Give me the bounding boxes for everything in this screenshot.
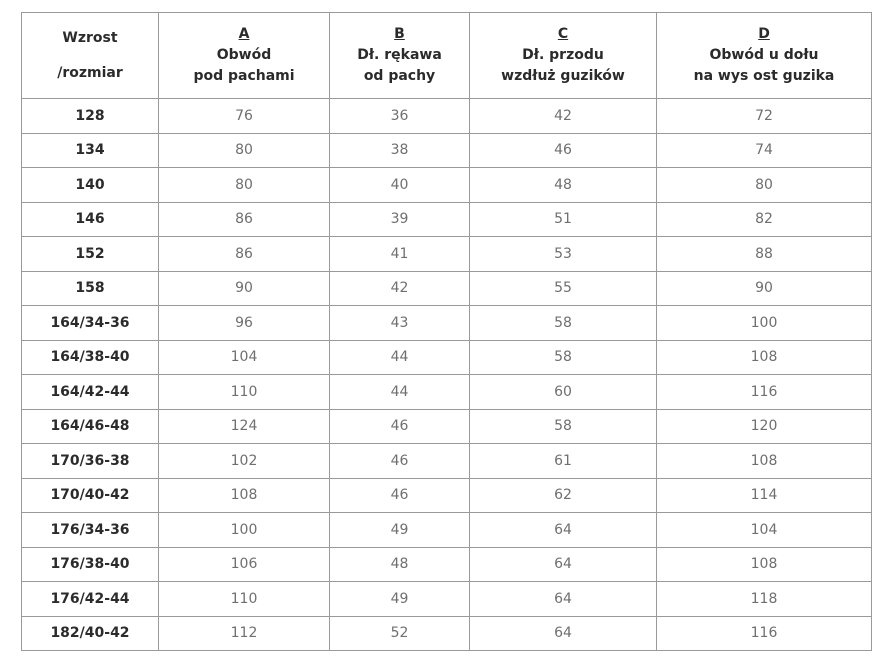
header-b-line2: od pachy xyxy=(363,68,436,84)
header-a-letter: A xyxy=(238,26,250,42)
value-b-cell: 40 xyxy=(330,168,470,203)
table-row xyxy=(22,444,872,479)
value-b-cell: 38 xyxy=(330,133,470,168)
table-row xyxy=(22,513,872,548)
size-cell: 140 xyxy=(22,168,159,203)
value-b-cell: 48 xyxy=(330,547,470,582)
header-size xyxy=(22,13,159,99)
header-d xyxy=(657,13,872,99)
value-d-cell: 104 xyxy=(657,513,872,548)
value-d-cell: 108 xyxy=(657,444,872,479)
header-d-line1: Obwód u dołu xyxy=(709,47,819,63)
size-chart xyxy=(21,12,872,651)
size-cell: 170/36-38 xyxy=(22,444,159,479)
header-b-line1: Dł. rękawa xyxy=(357,47,442,63)
table-row xyxy=(22,306,872,341)
value-d-cell: 100 xyxy=(657,306,872,341)
value-a-cell: 80 xyxy=(159,133,330,168)
value-c-cell: 60 xyxy=(470,375,657,410)
size-cell: 134 xyxy=(22,133,159,168)
value-d-cell: 114 xyxy=(657,478,872,513)
value-b-cell: 46 xyxy=(330,478,470,513)
size-cell: 152 xyxy=(22,237,159,272)
value-a-cell: 76 xyxy=(159,99,330,134)
value-d-cell: 88 xyxy=(657,237,872,272)
header-c-letter: C xyxy=(557,26,569,42)
value-c-cell: 64 xyxy=(470,616,657,651)
header-d-letter: D xyxy=(758,26,770,42)
header-a-line2: pod pachami xyxy=(193,68,295,84)
table-row xyxy=(22,616,872,651)
value-d-cell: 74 xyxy=(657,133,872,168)
size-cell: 170/40-42 xyxy=(22,478,159,513)
value-d-cell: 116 xyxy=(657,375,872,410)
header-size-line2: /rozmiar xyxy=(57,64,123,81)
value-a-cell: 90 xyxy=(159,271,330,306)
value-b-cell: 36 xyxy=(330,99,470,134)
value-c-cell: 55 xyxy=(470,271,657,306)
value-d-cell: 120 xyxy=(657,409,872,444)
value-d-cell: 118 xyxy=(657,582,872,617)
size-cell: 176/34-36 xyxy=(22,513,159,548)
value-a-cell: 110 xyxy=(159,582,330,617)
table-row xyxy=(22,375,872,410)
value-c-cell: 58 xyxy=(470,340,657,375)
value-a-cell: 108 xyxy=(159,478,330,513)
value-a-cell: 112 xyxy=(159,616,330,651)
header-a-line1: Obwód xyxy=(216,47,272,63)
header-d-line2: na wys ost guzika xyxy=(693,68,835,84)
value-b-cell: 49 xyxy=(330,513,470,548)
value-c-cell: 62 xyxy=(470,478,657,513)
value-d-cell: 80 xyxy=(657,168,872,203)
table-row xyxy=(22,478,872,513)
table-row xyxy=(22,271,872,306)
value-c-cell: 42 xyxy=(470,99,657,134)
size-cell: 164/34-36 xyxy=(22,306,159,341)
table-row xyxy=(22,237,872,272)
value-c-cell: 64 xyxy=(470,513,657,548)
value-b-cell: 44 xyxy=(330,340,470,375)
value-a-cell: 86 xyxy=(159,237,330,272)
value-b-cell: 52 xyxy=(330,616,470,651)
header-row xyxy=(22,13,872,99)
value-a-cell: 110 xyxy=(159,375,330,410)
size-cell: 182/40-42 xyxy=(22,616,159,651)
table-row xyxy=(22,582,872,617)
value-d-cell: 72 xyxy=(657,99,872,134)
value-c-cell: 58 xyxy=(470,409,657,444)
size-cell: 164/42-44 xyxy=(22,375,159,410)
size-cell: 164/46-48 xyxy=(22,409,159,444)
value-c-cell: 64 xyxy=(470,582,657,617)
header-size-line1: Wzrost xyxy=(62,29,118,46)
table-row xyxy=(22,168,872,203)
value-c-cell: 51 xyxy=(470,202,657,237)
value-c-cell: 46 xyxy=(470,133,657,168)
value-b-cell: 43 xyxy=(330,306,470,341)
header-c-line1: Dł. przodu xyxy=(522,47,604,63)
header-b xyxy=(330,13,470,99)
value-a-cell: 96 xyxy=(159,306,330,341)
table-row xyxy=(22,547,872,582)
size-cell: 176/42-44 xyxy=(22,582,159,617)
value-a-cell: 100 xyxy=(159,513,330,548)
size-cell: 164/38-40 xyxy=(22,340,159,375)
value-b-cell: 41 xyxy=(330,237,470,272)
value-d-cell: 90 xyxy=(657,271,872,306)
value-c-cell: 53 xyxy=(470,237,657,272)
value-d-cell: 108 xyxy=(657,340,872,375)
size-table xyxy=(21,12,872,651)
size-cell: 158 xyxy=(22,271,159,306)
value-d-cell: 108 xyxy=(657,547,872,582)
value-b-cell: 49 xyxy=(330,582,470,617)
value-c-cell: 58 xyxy=(470,306,657,341)
header-a xyxy=(159,13,330,99)
value-c-cell: 64 xyxy=(470,547,657,582)
header-c xyxy=(470,13,657,99)
value-b-cell: 44 xyxy=(330,375,470,410)
value-b-cell: 42 xyxy=(330,271,470,306)
header-b-letter: B xyxy=(394,26,405,42)
value-a-cell: 102 xyxy=(159,444,330,479)
value-a-cell: 104 xyxy=(159,340,330,375)
value-d-cell: 82 xyxy=(657,202,872,237)
value-b-cell: 46 xyxy=(330,444,470,479)
table-row xyxy=(22,99,872,134)
table-row xyxy=(22,340,872,375)
value-a-cell: 86 xyxy=(159,202,330,237)
value-a-cell: 106 xyxy=(159,547,330,582)
header-c-line2: wzdłuż guzików xyxy=(501,68,625,84)
value-c-cell: 61 xyxy=(470,444,657,479)
value-b-cell: 46 xyxy=(330,409,470,444)
value-d-cell: 116 xyxy=(657,616,872,651)
table-row xyxy=(22,133,872,168)
table-row xyxy=(22,202,872,237)
table-row xyxy=(22,409,872,444)
value-c-cell: 48 xyxy=(470,168,657,203)
value-a-cell: 124 xyxy=(159,409,330,444)
value-b-cell: 39 xyxy=(330,202,470,237)
value-a-cell: 80 xyxy=(159,168,330,203)
size-cell: 176/38-40 xyxy=(22,547,159,582)
size-cell: 146 xyxy=(22,202,159,237)
size-cell: 128 xyxy=(22,99,159,134)
